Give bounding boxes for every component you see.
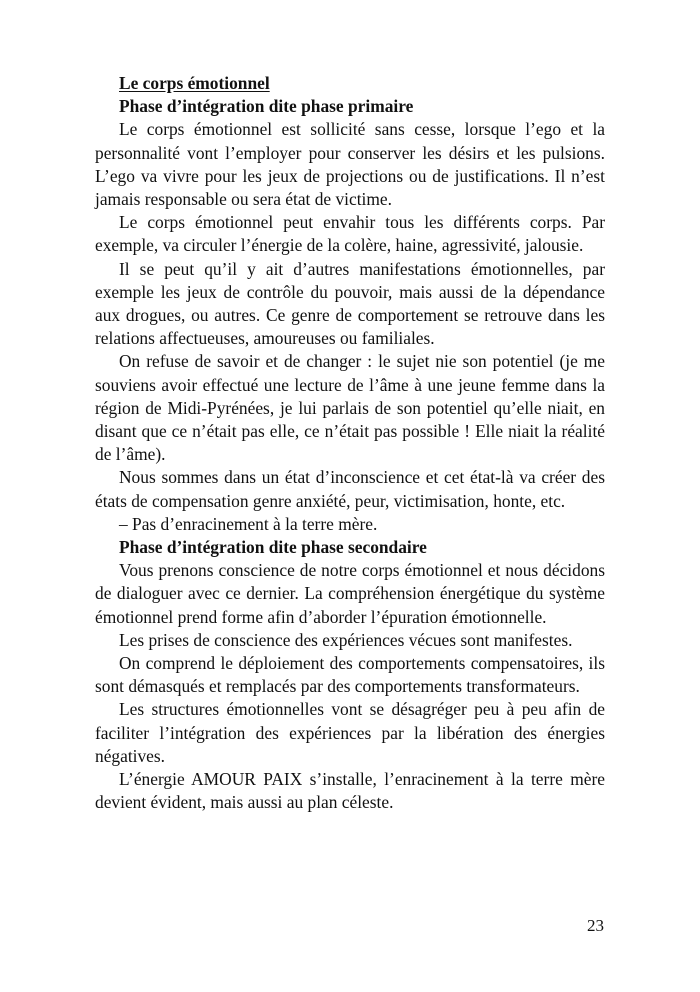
paragraph: L’énergie AMOUR PAIX s’installe, l’enracinement à la terre mère devient évident, mais aussi au plan céleste.	[95, 769, 605, 813]
paragraph: Les structures émotionnelles vont se désagréger peu à peu afin de faciliter l’intégration des expériences par la libération des énergies négatives.	[95, 699, 605, 766]
section-heading-secondary: Phase d’intégration dite phase secondaire	[119, 537, 427, 558]
chapter-title-text: Le corps émotionnel	[119, 73, 270, 93]
page-body	[95, 72, 605, 815]
section-heading-primary: Phase d’intégration dite phase primaire	[119, 96, 414, 117]
chapter-title	[95, 72, 605, 95]
paragraph: On refuse de savoir et de changer : le sujet nie son potentiel (je me souviens avoir effectué une lecture de l’âme à une jeune femme dans la région de Midi-Pyrénées, je lui parlais de son potentiel qu’elle niait, en disant que ce n’était pas elle, ce n’était pas possible ! Elle niait la réalité de l’âme).	[95, 351, 605, 465]
paragraph: Les prises de conscience des expériences vécues sont manifestes.	[119, 629, 573, 650]
paragraph: Vous prenons conscience de notre corps émotionnel et nous décidons de dialoguer avec ce dernier. La compréhension énergétique du système émotionnel prend forme afin d’aborder l’épuration émotionnelle.	[95, 560, 605, 627]
paragraph: On comprend le déploiement des comportements compensatoires, ils sont démasqués et remplacés par des comportements transformateurs.	[95, 653, 605, 697]
paragraph: Nous sommes dans un état d’inconscience et cet état-là va créer des états de compensation genre anxiété, peur, victimisation, honte, etc.	[95, 467, 605, 511]
paragraph: Le corps émotionnel peut envahir tous les différents corps. Par exemple, va circuler l’énergie de la colère, haine, agressivité, jalousie.	[95, 212, 605, 256]
paragraph: – Pas d’enracinement à la terre mère.	[119, 513, 378, 534]
paragraph: Le corps émotionnel est sollicité sans cesse, lorsque l’ego et la personnalité vont l’employer pour conserver les désirs et les pulsions. L’ego va vivre pour les jeux de projections ou de justifications. Il n’est jamais responsable ou sera état de victime.	[95, 119, 605, 210]
paragraph: Il se peut qu’il y ait d’autres manifestations émotionnelles, par exemple les jeux de contrôle du pouvoir, mais aussi de la dépendance aux drogues, ou autres. Ce genre de comportement se retrouve dans les relations affectueuses, amoureuses ou familiales.	[95, 258, 605, 349]
page-number: 23	[587, 916, 604, 935]
